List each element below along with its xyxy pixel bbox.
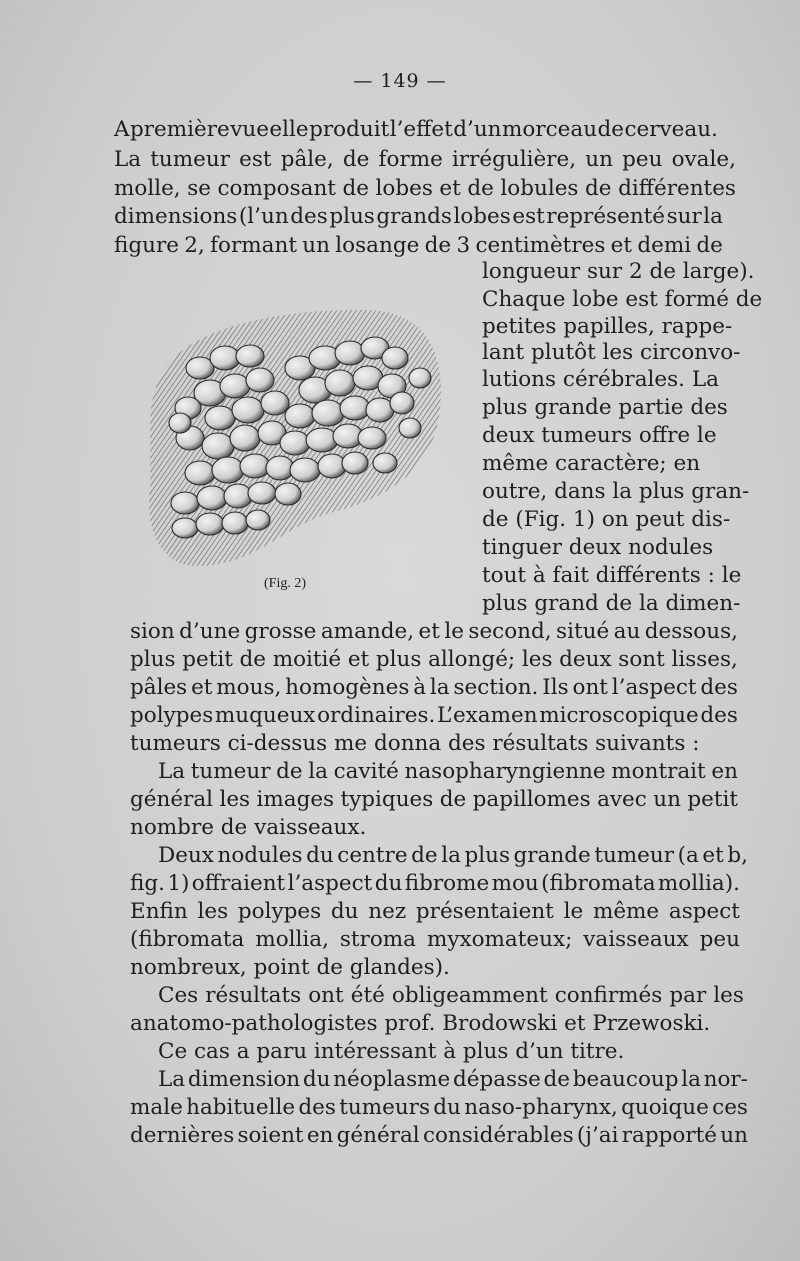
papilla-lobule (275, 483, 301, 505)
papilla-lobule (171, 492, 199, 514)
papilla-lobule (399, 418, 421, 438)
text-line: tumeurs ci-dessus me donna des résultats suivants : (130, 731, 700, 756)
papilla-lobule (246, 510, 270, 530)
text-line: dimensions (l’un des plus grands lobes est représenté sur la (114, 204, 723, 229)
text-line: outre, dans la plus gran- (482, 479, 750, 504)
papilla-lobule (306, 428, 338, 452)
text-line: lant plutôt les circonvo- (482, 340, 741, 365)
text-line: anatomo-pathologistes prof. Brodowski et Przewoski. (130, 1011, 711, 1036)
text-line: (fibromata mollia, stroma myxomateux; vaisseaux peu (130, 927, 740, 952)
text-line: longueur sur 2 de large). (482, 259, 755, 284)
papilla-lobule (196, 513, 224, 535)
papilla-lobule (280, 431, 310, 455)
papilla-lobule (232, 397, 264, 423)
papilla-lobule (240, 454, 270, 478)
text-line: général les images typiques de papillomes avec un petit (130, 787, 738, 812)
text-line: A première vue elle produit l’effet d’un morceau de cerveau. (114, 117, 718, 142)
text-line: Deux nodules du centre de la plus grande tumeur (a et b, (158, 843, 748, 868)
papilla-lobule (205, 406, 235, 430)
text-line: Ces résultats ont été obligeamment confirmés par les (158, 983, 744, 1008)
papilla-lobule (285, 404, 315, 428)
papilla-lobule (261, 391, 289, 415)
papilla-lobule (197, 486, 227, 510)
text-line: fig. 1) offraient l’aspect du fibrome mou (fibromata mollia). (130, 871, 740, 896)
text-line: même caractère; en (482, 451, 701, 476)
text-line: La dimension du néoplasme dépasse de beaucoup la nor- (158, 1067, 748, 1092)
text-line: La tumeur est pâle, de forme irrégulière, un peu ovale, (114, 147, 736, 172)
text-line: de (Fig. 1) on peut dis- (482, 507, 731, 532)
text-line: Enfin les polypes du nez présentaient le même aspect (130, 899, 740, 924)
page-number: — 149 — (353, 70, 447, 92)
papilla-lobule (335, 341, 365, 365)
text-line: Ce cas a paru intéressant à plus d’un titre. (158, 1039, 625, 1064)
text-line: tout à fait différents : le (482, 563, 742, 588)
papilla-lobule (248, 482, 276, 504)
papilla-lobule (169, 413, 191, 433)
text-line: polypes muqueux ordinaires. L’examen microscopique des (130, 703, 738, 728)
text-line: La tumeur de la cavité nasopharyngienne montrait en (158, 759, 738, 784)
tumor-lobe-figure (140, 298, 450, 570)
papilla-lobule (222, 512, 248, 534)
papilla-lobule (212, 457, 244, 483)
text-line: nombreux, point de glandes). (130, 955, 450, 980)
text-line: nombre de vaisseaux. (130, 815, 367, 840)
papilla-lobule (172, 518, 198, 538)
text-line: figure 2, formant un losange de 3 centimètres et demi de (114, 233, 723, 258)
papilla-lobule (230, 425, 260, 451)
text-line: sion d’une grosse amande, et le second, situé au dessous, (130, 619, 738, 644)
papilla-lobule (382, 347, 408, 369)
papilla-lobule (290, 458, 320, 482)
papilla-lobule (342, 452, 368, 474)
papilla-lobule (318, 454, 346, 478)
papilla-lobule (220, 374, 250, 398)
text-line: petites papilles, rappe- (482, 314, 733, 339)
papilla-lobule (236, 345, 264, 367)
text-line: tinguer deux nodules (482, 535, 714, 560)
text-line: plus grande partie des (482, 395, 728, 420)
papilla-lobule (210, 346, 240, 370)
text-line: lutions cérébrales. La (482, 367, 719, 392)
text-line: Chaque lobe est formé de (482, 287, 763, 312)
text-line: deux tumeurs offre le (482, 423, 717, 448)
papilla-lobule (340, 396, 370, 420)
papilla-lobule (202, 433, 234, 459)
papilla-lobule (325, 370, 355, 396)
text-line: plus petit de moitié et plus allongé; les deux sont lisses, (130, 647, 738, 672)
papilla-lobule (390, 392, 414, 414)
text-line: plus grand de la dimen- (482, 591, 741, 616)
text-line: molle, se composant de lobes et de lobules de différentes (114, 176, 736, 201)
text-line: dernières soient en général considérables (j’ai rapporté un (130, 1123, 748, 1148)
papilla-lobule (185, 461, 215, 485)
papilla-lobule (373, 453, 397, 473)
papilla-lobule (246, 368, 274, 392)
papilla-lobule (224, 484, 252, 508)
papilla-lobule (312, 400, 344, 426)
text-line: male habituelle des tumeurs du naso-pharynx, quoique ces (130, 1095, 748, 1120)
figure-caption: (Fig. 2) (264, 576, 306, 591)
papilla-lobule (409, 368, 431, 388)
papilla-lobule (358, 427, 386, 449)
text-line: pâles et mous, homogènes à la section. Ils ont l’aspect des (130, 675, 738, 700)
